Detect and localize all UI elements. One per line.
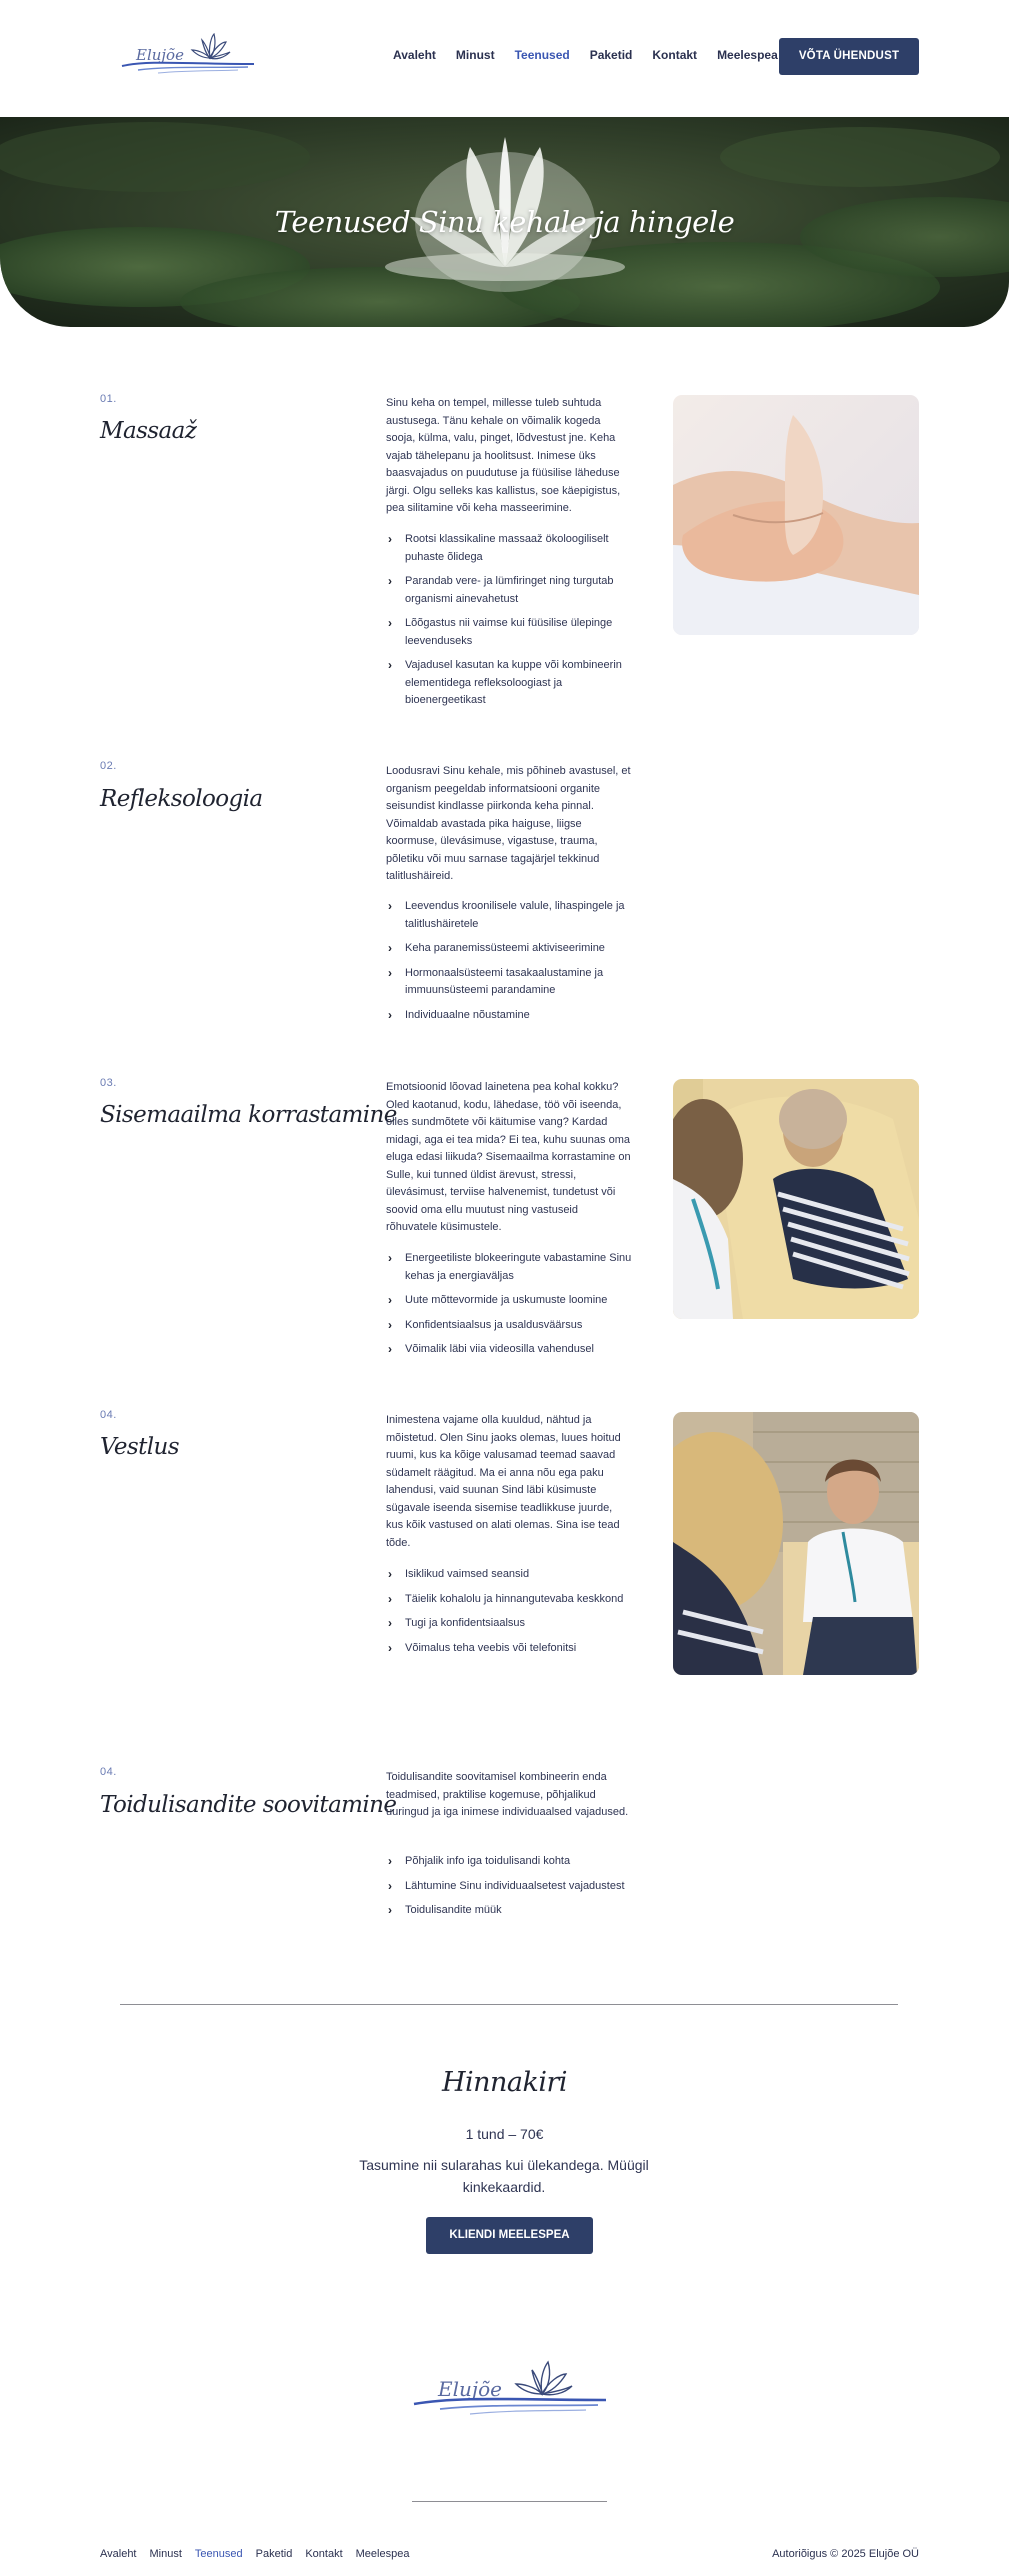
list-item: › Keha paranemissüsteemi aktiviseerimine <box>386 940 632 958</box>
client-reminder-button[interactable]: KLIENDI MEELESPEA <box>426 2217 593 2254</box>
service-number: 01. <box>100 393 117 405</box>
pricing-price: 1 tund – 70€ <box>465 2126 544 2142</box>
site-logo[interactable] <box>118 30 254 80</box>
list-item: › Lähtumine Sinu individuaalsetest vajadustest <box>386 1878 632 1896</box>
conversation-photo <box>673 1412 919 1675</box>
footer-nav <box>100 2548 422 2560</box>
main-nav <box>393 48 798 62</box>
list-item: › Põhjalik info iga toidulisandi kohta <box>386 1853 632 1871</box>
service-description: Toidulisandite soovitamisel kombineerin enda teadmised, praktilise kogemuse, põhjalikud uuringud ja iga inimese individuaalsed vajadused. <box>386 1771 629 1818</box>
svg-text:Elujõe: Elujõe <box>136 46 184 64</box>
list-item: › Võimalus teha veebis või telefonitsi <box>386 1640 632 1658</box>
list-item: › Energeetiliste blokeeringute vabastamine Sinu kehas ja energiaväljas <box>388 1251 632 1282</box>
chevron-right-icon: › <box>388 899 392 913</box>
chevron-right-icon: › <box>388 1293 392 1307</box>
list-item: › Konfidentsiaalsus ja usaldusväärsus <box>386 1317 632 1335</box>
chevron-right-icon: › <box>388 532 392 546</box>
massage-photo <box>673 395 919 635</box>
chevron-right-icon: › <box>388 965 392 980</box>
chevron-right-icon: › <box>388 1616 392 1630</box>
footer-nav-minust[interactable]: Minust <box>149 2548 182 2560</box>
list-item: › Hormonaalsüsteemi tasakaalustamine ja immuunsüsteemi parandamine <box>388 965 604 996</box>
footer-nav-meelespea[interactable]: Meelespea <box>355 2548 410 2560</box>
footer-logo[interactable] <box>410 2358 606 2420</box>
service-number: 03. <box>100 1077 117 1089</box>
footer-nav-paketid[interactable]: Paketid <box>255 2548 293 2560</box>
chevron-right-icon: › <box>388 1878 392 1893</box>
chevron-right-icon: › <box>388 616 392 630</box>
service-title: Vestlus <box>100 1434 179 1460</box>
service-description: Loodusravi Sinu kehale, mis põhineb avastusel, et organism peegeldab informatsiooni organite seisundist kindlasse piirkonda keha pinnal. Võimaldab avastada pika haiguse, liigse koormuse, ülevásimuse, vigastuse, trauma, põletiku või muu sarnase tagajärjel tekkinud talitlushäireid. <box>386 765 631 882</box>
list-item: › Lõõgastus nii vaimse kui füüsilise ülepinge leevenduseks <box>388 616 613 647</box>
service-bullets <box>386 1250 632 1366</box>
footer-divider <box>412 2501 607 2502</box>
footer-nav-teenused[interactable]: Teenused <box>194 2548 243 2560</box>
nav-kontakt[interactable]: Kontakt <box>652 48 698 62</box>
service-description: Inimestena vajame olla kuuldud, nähtud ja mõistetud. Olen Sinu jaoks olemas, luues hoitud ruumi, kus ka kõige valusamad teemad saavad südamelt räägitud. Ma ei anna nõu ega paku lahendusi, vaid suunan Sind läbi küsimuste sügavale iseenda sisemise teadlikkuse juurde, kus kõik vastused on alati olemas. Sina ise tead tõde. <box>386 1414 621 1549</box>
service-number: 04. <box>100 1409 117 1421</box>
site-header <box>0 0 1009 117</box>
chevron-right-icon: › <box>388 658 392 672</box>
service-description: Sinu keha on tempel, millesse tuleb suhtuda austusega. Tänu kehale on võimalik kogeda sooja, külma, valu, pinget, lõdvestust jne. Keha vajab tähelepanu ja hoolitsust. Inimese üks baasvajadus on puudutuse ja füüsilise läheduse järgi. Olgu selleks kas kallistus, soe käepigistus, pea silitamine või keha masseerimine. <box>386 397 621 514</box>
chevron-right-icon: › <box>388 1854 392 1868</box>
service-title: Sisemaailma korrastamine <box>100 1102 397 1128</box>
service-bullets <box>386 1566 632 1664</box>
list-item: › Tugi ja konfidentsiaalsus <box>386 1615 632 1633</box>
chevron-right-icon: › <box>388 941 392 955</box>
chevron-right-icon: › <box>388 574 392 588</box>
session-photo <box>673 1079 919 1319</box>
chevron-right-icon: › <box>388 1903 392 1917</box>
service-title: Refleksoloogia <box>100 786 263 812</box>
service-bullets <box>386 1853 632 1927</box>
list-item: › Vajadusel kasutan ka kuppe või kombineerin elementidega refleksoloogiast ja bioenergeetikast <box>388 658 622 706</box>
service-description: Emotsioonid lõovad lainetena pea kohal kokku? Oled kaotanud, kodu, lähedase, töö või iseenda, olles sundmõtete või käitumise vang? Kardad midagi, aga ei tea mida? Ei tea, kuhu suunas oma eluga edasi liikuda? Sisemaailma korrastamine on Sulle, kui tunned üldist ärevust, stressi, ülevásimust, terviise halvenemist, tundetust või soovid oma ellu muutust ning vastuseid rõhuvatele küsimustele. <box>386 1081 631 1233</box>
chevron-right-icon: › <box>388 1567 392 1581</box>
list-item: › Võimalik läbi viia videosilla vahendusel <box>386 1341 632 1359</box>
footer-nav-avaleht[interactable]: Avaleht <box>100 2548 137 2560</box>
hero-banner <box>0 117 1009 327</box>
lotus-logo-icon <box>410 2358 606 2420</box>
service-title: Massaaž <box>100 418 197 444</box>
nav-paketid[interactable]: Paketid <box>589 48 633 62</box>
service-number: 02. <box>100 760 117 772</box>
nav-teenused[interactable]: Teenused <box>514 48 570 62</box>
lotus-logo-icon <box>118 30 254 80</box>
chevron-right-icon: › <box>388 1640 392 1655</box>
nav-meelespea[interactable]: Meelespea <box>717 48 778 62</box>
chevron-right-icon: › <box>388 1007 392 1022</box>
hero-title: Teenused Sinu kehale ja hingele <box>274 205 735 239</box>
service-number: 04. <box>100 1766 117 1778</box>
pricing-note: Tasumine nii sularahas kui ülekandega. Müügil kinkekaardid. <box>359 2157 649 2195</box>
copyright: Autoriõigus © 2025 Elujõe OÜ <box>772 2548 919 2560</box>
section-divider <box>120 2004 898 2005</box>
list-item: › Individuaalne nõustamine <box>386 1007 632 1025</box>
service-title: Toidulisandite soovitamine <box>100 1792 397 1818</box>
svg-text:Elujõe: Elujõe <box>438 2377 502 2401</box>
list-item: › Uute mõttevormide ja uskumuste loomine <box>386 1292 632 1310</box>
nav-minust[interactable]: Minust <box>455 48 495 62</box>
contact-button[interactable]: VÕTA ÜHENDUST <box>779 38 919 75</box>
chevron-right-icon: › <box>388 1591 392 1606</box>
chevron-right-icon: › <box>388 1251 392 1265</box>
list-item: › Isiklikud vaimsed seansid <box>386 1566 632 1584</box>
list-item: › Täielik kohalolu ja hinnangutevaba keskkond <box>386 1591 632 1609</box>
chevron-right-icon: › <box>388 1342 392 1356</box>
list-item: › Rootsi klassikaline massaaž ökoloogiliselt puhaste õlidega <box>388 532 609 563</box>
list-item: › Parandab vere- ja lümfiringet ning turgutab organismi ainevahetust <box>388 574 614 605</box>
list-item: › Toidulisandite müük <box>386 1902 632 1920</box>
service-bullets <box>386 531 632 717</box>
chevron-right-icon: › <box>388 1317 392 1332</box>
pricing-title: Hinnakiri <box>441 2067 568 2098</box>
nav-avaleht[interactable]: Avaleht <box>393 48 436 62</box>
list-item: › Leevendus kroonilisele valule, lihaspingele ja talitlushäiretele <box>388 899 625 930</box>
service-bullets <box>386 898 632 1031</box>
footer-nav-kontakt[interactable]: Kontakt <box>305 2548 343 2560</box>
